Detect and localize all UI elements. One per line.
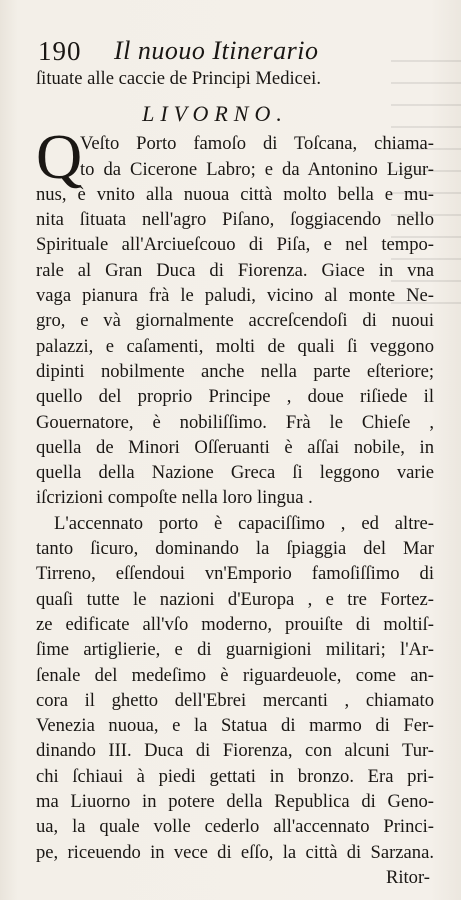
text-line: Veſto Porto famoſo di Toſcana, chiama- [80,133,434,155]
section-heading: LIVORNO. [142,101,288,127]
text-line: vaga pianura frà le paludi, vicino al monte Ne- [36,285,434,307]
text-line: tanto ſicuro, dominando la ſpiaggia del Mar [36,538,434,560]
text-line: palazzi, e caſamenti, molti de quali ſi veggono [36,335,434,357]
page-number: 190 [38,36,82,66]
body-text [36,66,434,890]
text-line: Spirituale all'Arciueſcouo di Piſa, e nel tempo- [36,234,434,256]
text-line-last: iſcrizioni compoſte nella loro lingua . [36,487,313,509]
text-line: Venezia nuoua, e la Statua di marmo di Fer- [36,715,434,737]
text-line: cora il ghetto dell'Ebrei mercanti , chiamato [36,689,434,711]
catchword: Ritor- [385,866,430,888]
text-line: Gouernatore, è nobiliſſimo. Frà le Chieſe , [36,411,434,433]
text-line: ua, la quale volle cederlo all'accennato Princi- [36,816,434,838]
text-line: quella de Minori Oſſeruanti è aſſai nobile, in [36,436,434,458]
text-line: ſime artiglierie, e di guarnigioni militari; l'Ar- [36,639,434,661]
text-line: L'accennato porto è capaciſſimo , ed altre- [54,512,434,534]
text-line: quella della Nazione Greca ſi leggono varie [36,462,434,484]
text-line: nus, è vnito alla nuoua città molto bella e mu- [36,183,434,205]
text-line: ze edificate all'vſo moderno, prouiſte di moltiſ- [36,613,434,635]
text-line: quello del proprio Principe , doue riſiede il [36,386,434,408]
carry-over-line: ſituate alle caccie de Principi Medicei. [36,68,321,89]
text-line: quaſi tutte le nazioni d'Europa , e tre Fortez- [36,588,434,610]
text-line: dinando III. Duca di Fiorenza, con alcuni Tur- [36,740,434,762]
text-line: ſenale del medeſimo è riguardeuole, come an- [36,664,434,686]
paragraph-1 [36,121,434,510]
text-line: ma Liuorno in potere della Republica di Geno- [36,791,434,813]
text-line: gro, e và giornalmente accreſcendoſi di nuoui [36,310,434,332]
text-line: chi ſchiaui à piedi gettati in bronzo. Era pri- [36,765,434,787]
text-line: rale al Gran Duca di Fiorenza. Giace in vna [36,259,434,281]
paragraph-2 [36,511,434,865]
page-header [36,36,436,66]
text-line: dipinti nobilmente anche nella parte eſteriore; [36,360,434,382]
text-line: pe, riceuendo in vece di eſſo, la città di Sarzana. [36,841,434,863]
text-line: to da Cicerone Labro; e da Antonino Ligur- [80,158,434,180]
running-title: Il nuouo Itinerario [114,36,319,65]
drop-cap: Q [36,121,83,193]
text-line: Tirreno, eſſendoui vn'Emporio famoſiſſimo di [36,563,434,585]
text-line: nita ſituata nell'agro Piſano, ſoggiacendo nello [36,209,434,231]
